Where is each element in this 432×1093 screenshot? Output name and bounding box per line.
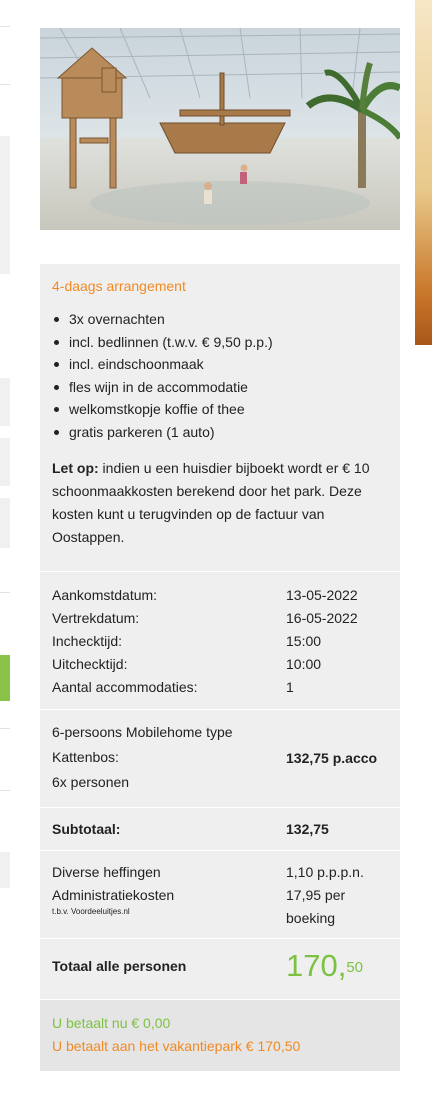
arrangement-section xyxy=(40,264,400,572)
accommodation-price: 132,75 p.acco xyxy=(286,749,378,766)
left-divider xyxy=(0,592,10,593)
payment-info xyxy=(40,1000,400,1071)
list-item: fles wijn in de accommodatie xyxy=(52,376,388,399)
booking-summary-card xyxy=(40,28,400,1071)
fee-label: Diverse heffingen xyxy=(52,864,161,880)
fee-value: 1,10 p.p.p.n. xyxy=(286,864,364,880)
left-divider xyxy=(0,728,10,729)
accommodation-name: 6-persoons Mobilehome type Kattenbos: xyxy=(52,724,233,765)
list-item: gratis parkeren (1 auto) xyxy=(52,421,388,444)
detail-label: Uitchecktijd: xyxy=(52,656,128,672)
accommodation-info xyxy=(52,720,286,795)
detail-row xyxy=(52,630,388,653)
detail-value: 1 xyxy=(286,679,294,695)
fees-values xyxy=(286,861,388,930)
total-row xyxy=(40,939,400,1000)
pay-now: U betaalt nu € 0,00 xyxy=(52,1015,171,1031)
accommodation-row xyxy=(40,710,400,808)
left-green-button-fragment[interactable] xyxy=(0,655,10,701)
total-cents: 50 xyxy=(346,959,364,976)
detail-row xyxy=(52,653,388,676)
detail-row xyxy=(52,607,388,630)
list-item: incl. eindschoonmaak xyxy=(52,353,388,376)
summary-panel xyxy=(40,264,400,1071)
left-panel-fragment xyxy=(0,378,10,426)
detail-label: Vertrekdatum: xyxy=(52,610,140,626)
booking-details xyxy=(40,572,400,710)
list-item: 3x overnachten xyxy=(52,308,388,331)
park-photo xyxy=(40,28,400,230)
list-item: incl. bedlinnen (t.w.v. € 9,50 p.p.) xyxy=(52,331,388,354)
fee-value: 17,95 per boeking xyxy=(286,887,346,926)
subtotal-row xyxy=(40,808,400,851)
subtotal-value: 132,75 xyxy=(286,821,329,837)
total-price xyxy=(286,949,363,983)
accommodation-persons: 6x personen xyxy=(52,774,130,790)
left-divider xyxy=(0,26,10,27)
detail-row xyxy=(52,584,388,607)
detail-value: 13-05-2022 xyxy=(286,587,358,603)
right-image-fragment xyxy=(415,0,432,345)
fee-note: t.b.v. Voordeeluitjes.nl xyxy=(52,907,130,916)
detail-row xyxy=(52,676,388,699)
detail-label: Aantal accommodaties: xyxy=(52,679,198,695)
detail-value: 10:00 xyxy=(286,656,322,672)
pet-note xyxy=(52,457,388,549)
left-divider xyxy=(0,790,10,791)
left-panel-fragment xyxy=(0,438,10,486)
total-whole: 170, xyxy=(286,948,347,983)
subtotal-label: Subtotaal: xyxy=(52,821,121,837)
fees-labels xyxy=(52,861,286,930)
total-label: Totaal alle personen xyxy=(52,958,187,974)
left-panel-fragment xyxy=(0,852,10,888)
detail-value: 15:00 xyxy=(286,633,322,649)
list-item: welkomstkopje koffie of thee xyxy=(52,398,388,421)
arrangement-list xyxy=(52,308,388,443)
note-label: Let op: xyxy=(52,460,99,476)
left-panel-fragment xyxy=(0,136,10,274)
left-panel-fragment xyxy=(0,498,10,548)
pay-later: U betaalt aan het vakantiepark € 170,50 xyxy=(52,1038,301,1054)
detail-label: Aankomstdatum: xyxy=(52,587,158,603)
fees-row xyxy=(40,851,400,939)
arrangement-title: 4-daags arrangement xyxy=(52,278,186,294)
detail-label: Inchecktijd: xyxy=(52,633,123,649)
detail-value: 16-05-2022 xyxy=(286,610,358,626)
left-divider xyxy=(0,84,10,85)
note-text: indien u een huisdier bijboekt wordt er € 10 schoonmaakkosten berekend door het park. Deze kosten kunt u terugvinden op de factuur van Oostappen. xyxy=(52,460,370,545)
fee-label: Administratiekosten xyxy=(52,887,175,903)
